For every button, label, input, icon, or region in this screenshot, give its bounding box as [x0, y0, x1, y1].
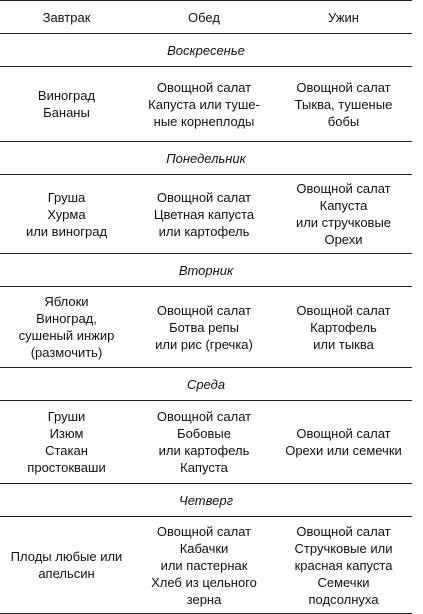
- day-name: Вторник: [0, 254, 412, 287]
- lunch-cell: [133, 287, 275, 368]
- menu-line: подсолнуха: [308, 591, 379, 607]
- menu-line: Стакан: [45, 443, 88, 458]
- menu-line: или рис (гречка): [155, 336, 253, 352]
- menu-line: Овощной салат: [296, 181, 391, 196]
- menu-line: Груша: [47, 189, 86, 205]
- dinner-cell: [275, 401, 412, 484]
- day-heading-row: [0, 254, 412, 287]
- menu-line: Капуста или туше-: [148, 96, 260, 112]
- lunch-cell: [133, 67, 275, 142]
- menu-line: сушеный инжир: [18, 328, 115, 343]
- menu-line: или тыква: [313, 336, 374, 352]
- menu-line: Бананы: [43, 105, 90, 120]
- breakfast-cell: [0, 401, 133, 484]
- menu-line: Овощной салат: [296, 79, 391, 95]
- day-name: Воскресенье: [0, 34, 412, 67]
- header-breakfast: Завтрак: [0, 1, 133, 34]
- dinner-cell: [275, 287, 412, 368]
- menu-line: Хурма: [47, 206, 86, 222]
- day-name: Среда: [0, 368, 412, 401]
- menu-line: Плоды любые или: [10, 549, 123, 564]
- menu-line: Овощной салат: [156, 189, 252, 205]
- menu-line: Цветная капуста: [153, 206, 255, 222]
- menu-line: Овощной салат: [296, 523, 391, 539]
- header-row: [0, 1, 412, 34]
- meal-row: [0, 287, 412, 368]
- meal-row: [0, 67, 412, 142]
- dinner-cell: [275, 175, 412, 254]
- menu-line: Картофель: [310, 319, 377, 335]
- menu-line: ные корнеплоды: [153, 113, 255, 129]
- menu-line: апельсин: [38, 566, 95, 581]
- day-name: Понедельник: [0, 142, 412, 175]
- menu-line: или стручковые: [295, 215, 392, 230]
- lunch-cell: [133, 401, 275, 484]
- menu-line: Тыква, тушеные: [294, 96, 393, 112]
- dinner-cell: [275, 67, 412, 142]
- day-heading-row: [0, 484, 412, 517]
- day-heading-row: [0, 142, 412, 175]
- menu-line: Семечки: [317, 574, 370, 590]
- menu-line: или виноград: [25, 223, 108, 239]
- menu-line: Овощной салат: [156, 79, 252, 95]
- menu-line: Виноград: [37, 88, 96, 103]
- breakfast-cell: [0, 517, 133, 614]
- breakfast-cell: [0, 175, 133, 254]
- menu-line: Орехи или семечки: [285, 443, 402, 458]
- menu-line: Овощной салат: [156, 523, 252, 539]
- header-dinner: Ужин: [275, 1, 412, 34]
- menu-line: Яблоки: [44, 294, 89, 309]
- meal-row: [0, 401, 412, 484]
- menu-line: бобы: [327, 113, 360, 129]
- menu-line: Хлеб из цельного: [151, 574, 257, 590]
- lunch-cell: [133, 175, 275, 254]
- menu-line: Капуста: [319, 198, 368, 213]
- menu-line: Груши: [47, 409, 86, 424]
- table-body: [0, 34, 412, 614]
- menu-line: Орехи: [324, 232, 363, 247]
- day-heading-row: [0, 368, 412, 401]
- menu-line: Виноград,: [36, 311, 97, 326]
- menu-line: Кабачки: [179, 540, 229, 556]
- menu-line: Бобовые: [177, 426, 231, 441]
- header-lunch: Обед: [133, 1, 275, 34]
- menu-line: Изюм: [49, 426, 84, 441]
- menu-line: или картофель: [158, 223, 250, 239]
- day-name: Четверг: [0, 484, 412, 517]
- day-heading-row: [0, 34, 412, 67]
- meal-row: [0, 517, 412, 614]
- menu-line: простокваши: [27, 460, 106, 475]
- menu-line: красная капуста: [294, 557, 393, 573]
- menu-line: зерна: [186, 591, 222, 607]
- lunch-cell: [133, 517, 275, 614]
- meal-row: [0, 175, 412, 254]
- menu-line: Ботва репы: [169, 319, 239, 335]
- dinner-cell: [275, 517, 412, 614]
- menu-line: Овощной салат: [156, 409, 252, 424]
- breakfast-cell: [0, 287, 133, 368]
- menu-line: или пастернак: [160, 557, 248, 573]
- menu-line: Овощной салат: [296, 302, 391, 318]
- menu-line: (размочить): [30, 345, 103, 360]
- breakfast-cell: [0, 67, 133, 142]
- menu-line: Капуста: [180, 460, 228, 475]
- menu-line: Овощной салат: [296, 426, 391, 441]
- menu-line: или картофель: [158, 443, 250, 458]
- menu-line: Овощной салат: [156, 302, 252, 318]
- menu-line: Стручковые или: [294, 540, 393, 556]
